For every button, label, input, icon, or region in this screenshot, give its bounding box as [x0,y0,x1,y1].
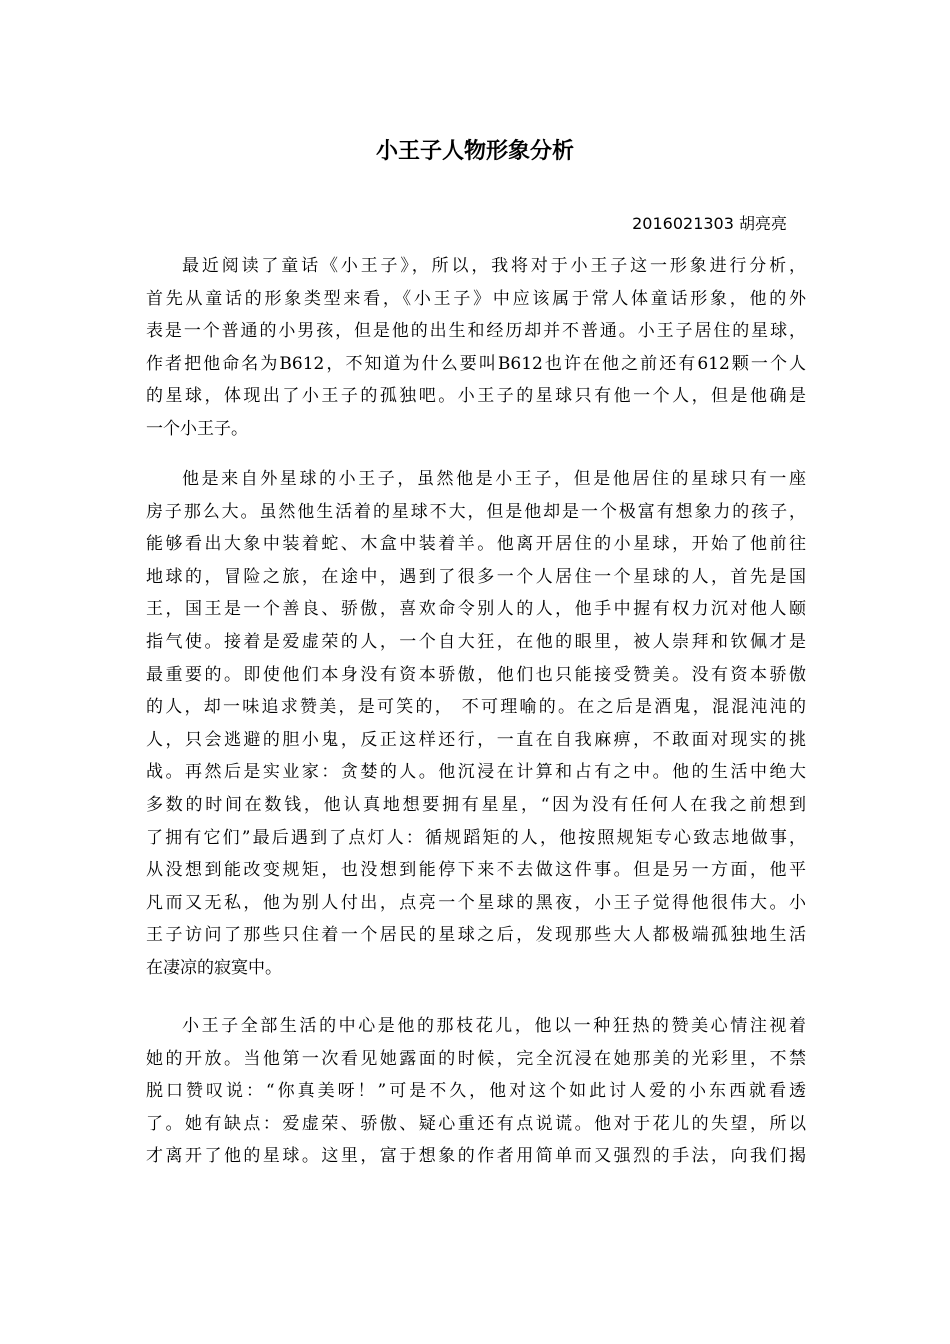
text-line: 王子访问了那些只住着一个居民的星球之后，发现那些大人都极端孤独地生活 [146,925,806,946]
text-line: 最重要的。即使他们本身没有资本骄傲，他们也只能接受赞美。没有资本骄傲 [146,664,806,685]
text-line: 地球的，冒险之旅，在途中，遇到了很多一个人居住一个星球的人，首先是国 [146,566,806,587]
author-byline: 2016021303 胡亮亮 [632,214,787,233]
text-line: 了。她有缺点：爱虚荣、骄傲、疑心重还有点说谎。他对于花儿的失望，所以 [146,1113,806,1134]
text-line: 房子那么大。虽然他生活着的星球不大，但是他却是一个极富有想象力的孩子， [146,501,806,522]
paragraph-1 [146,250,806,446]
text-line: 指气使。接着是爱虚荣的人，一个自大狂，在他的眼里，被人崇拜和钦佩才是 [146,631,806,652]
text-line: 小王子全部生活的中心是他的那枝花儿，他以一种狂热的赞美心情注视着 [182,1016,806,1036]
text-line: 才离开了他的星球。这里，富于想象的作者用简单而又强烈的手法，向我们揭 [146,1146,806,1167]
paragraph-3 [146,1010,806,1173]
text-line: 他是来自外星球的小王子，虽然他是小王子，但是他居住的星球只有一座 [182,469,806,489]
text-line: 了拥有它们”最后遇到了点灯人：循规蹈矩的人，他按照规矩专心致志地做事， [146,827,806,848]
text-line: 王，国王是一个善良、骄傲，喜欢命令别人的人，他手中握有权力沉对他人颐 [146,599,806,620]
text-line: 她的开放。当他第一次看见她露面的时候，完全沉浸在她那美的光彩里，不禁 [146,1048,806,1069]
text-line: 凡而又无私，他为别人付出，点亮一个星球的黑夜，小王子觉得他很伟大。小 [146,892,806,913]
text-line: 最近阅读了童话《小王子》，所以，我将对于小王子这一形象进行分析， [182,256,806,276]
text-line: 一个小王子。 [146,418,248,439]
text-line: 的人，却一味追求赞美，是可笑的， 不可理喻的。在之后是酒鬼，混混沌沌的 [146,697,806,718]
paragraph-2 [146,463,806,985]
text-line: 多数的时间在数钱，他认真地想要拥有星星，“因为没有任何人在我之前想到 [146,794,806,815]
text-line: 人，只会逃避的胆小鬼，反正这样还行，一直在自我麻痹，不敢面对现实的挑 [146,729,806,750]
text-line: 战。再然后是实业家：贪婪的人。他沉浸在计算和占有之中。他的生活中绝大 [146,762,806,783]
text-line: 作者把他命名为B612，不知道为什么要叫B612也许在他之前还有612颗一个人 [146,353,806,374]
text-line: 首先从童话的形象类型来看，《小王子》中应该属于常人体童话形象，他的外 [146,288,806,309]
text-line: 在凄凉的寂寞中。 [146,957,282,978]
document-title: 小王子人物形象分析 [375,139,574,164]
text-line: 能够看出大象中装着蛇、木盒中装着羊。他离开居住的小星球，开始了他前往 [146,534,806,555]
text-line: 的星球，体现出了小王子的孤独吧。小王子的星球只有他一个人，但是他确是 [146,386,806,407]
text-line: 脱口赞叹说：“你真美呀！”可是不久，他对这个如此讨人爱的小东西就看透 [146,1081,806,1102]
text-line: 从没想到能改变规矩，也没想到能停下来不去做这件事。但是另一方面，他平 [146,860,806,881]
text-line: 表是一个普通的小男孩，但是他的出生和经历却并不普通。小王子居住的星球， [146,321,806,342]
